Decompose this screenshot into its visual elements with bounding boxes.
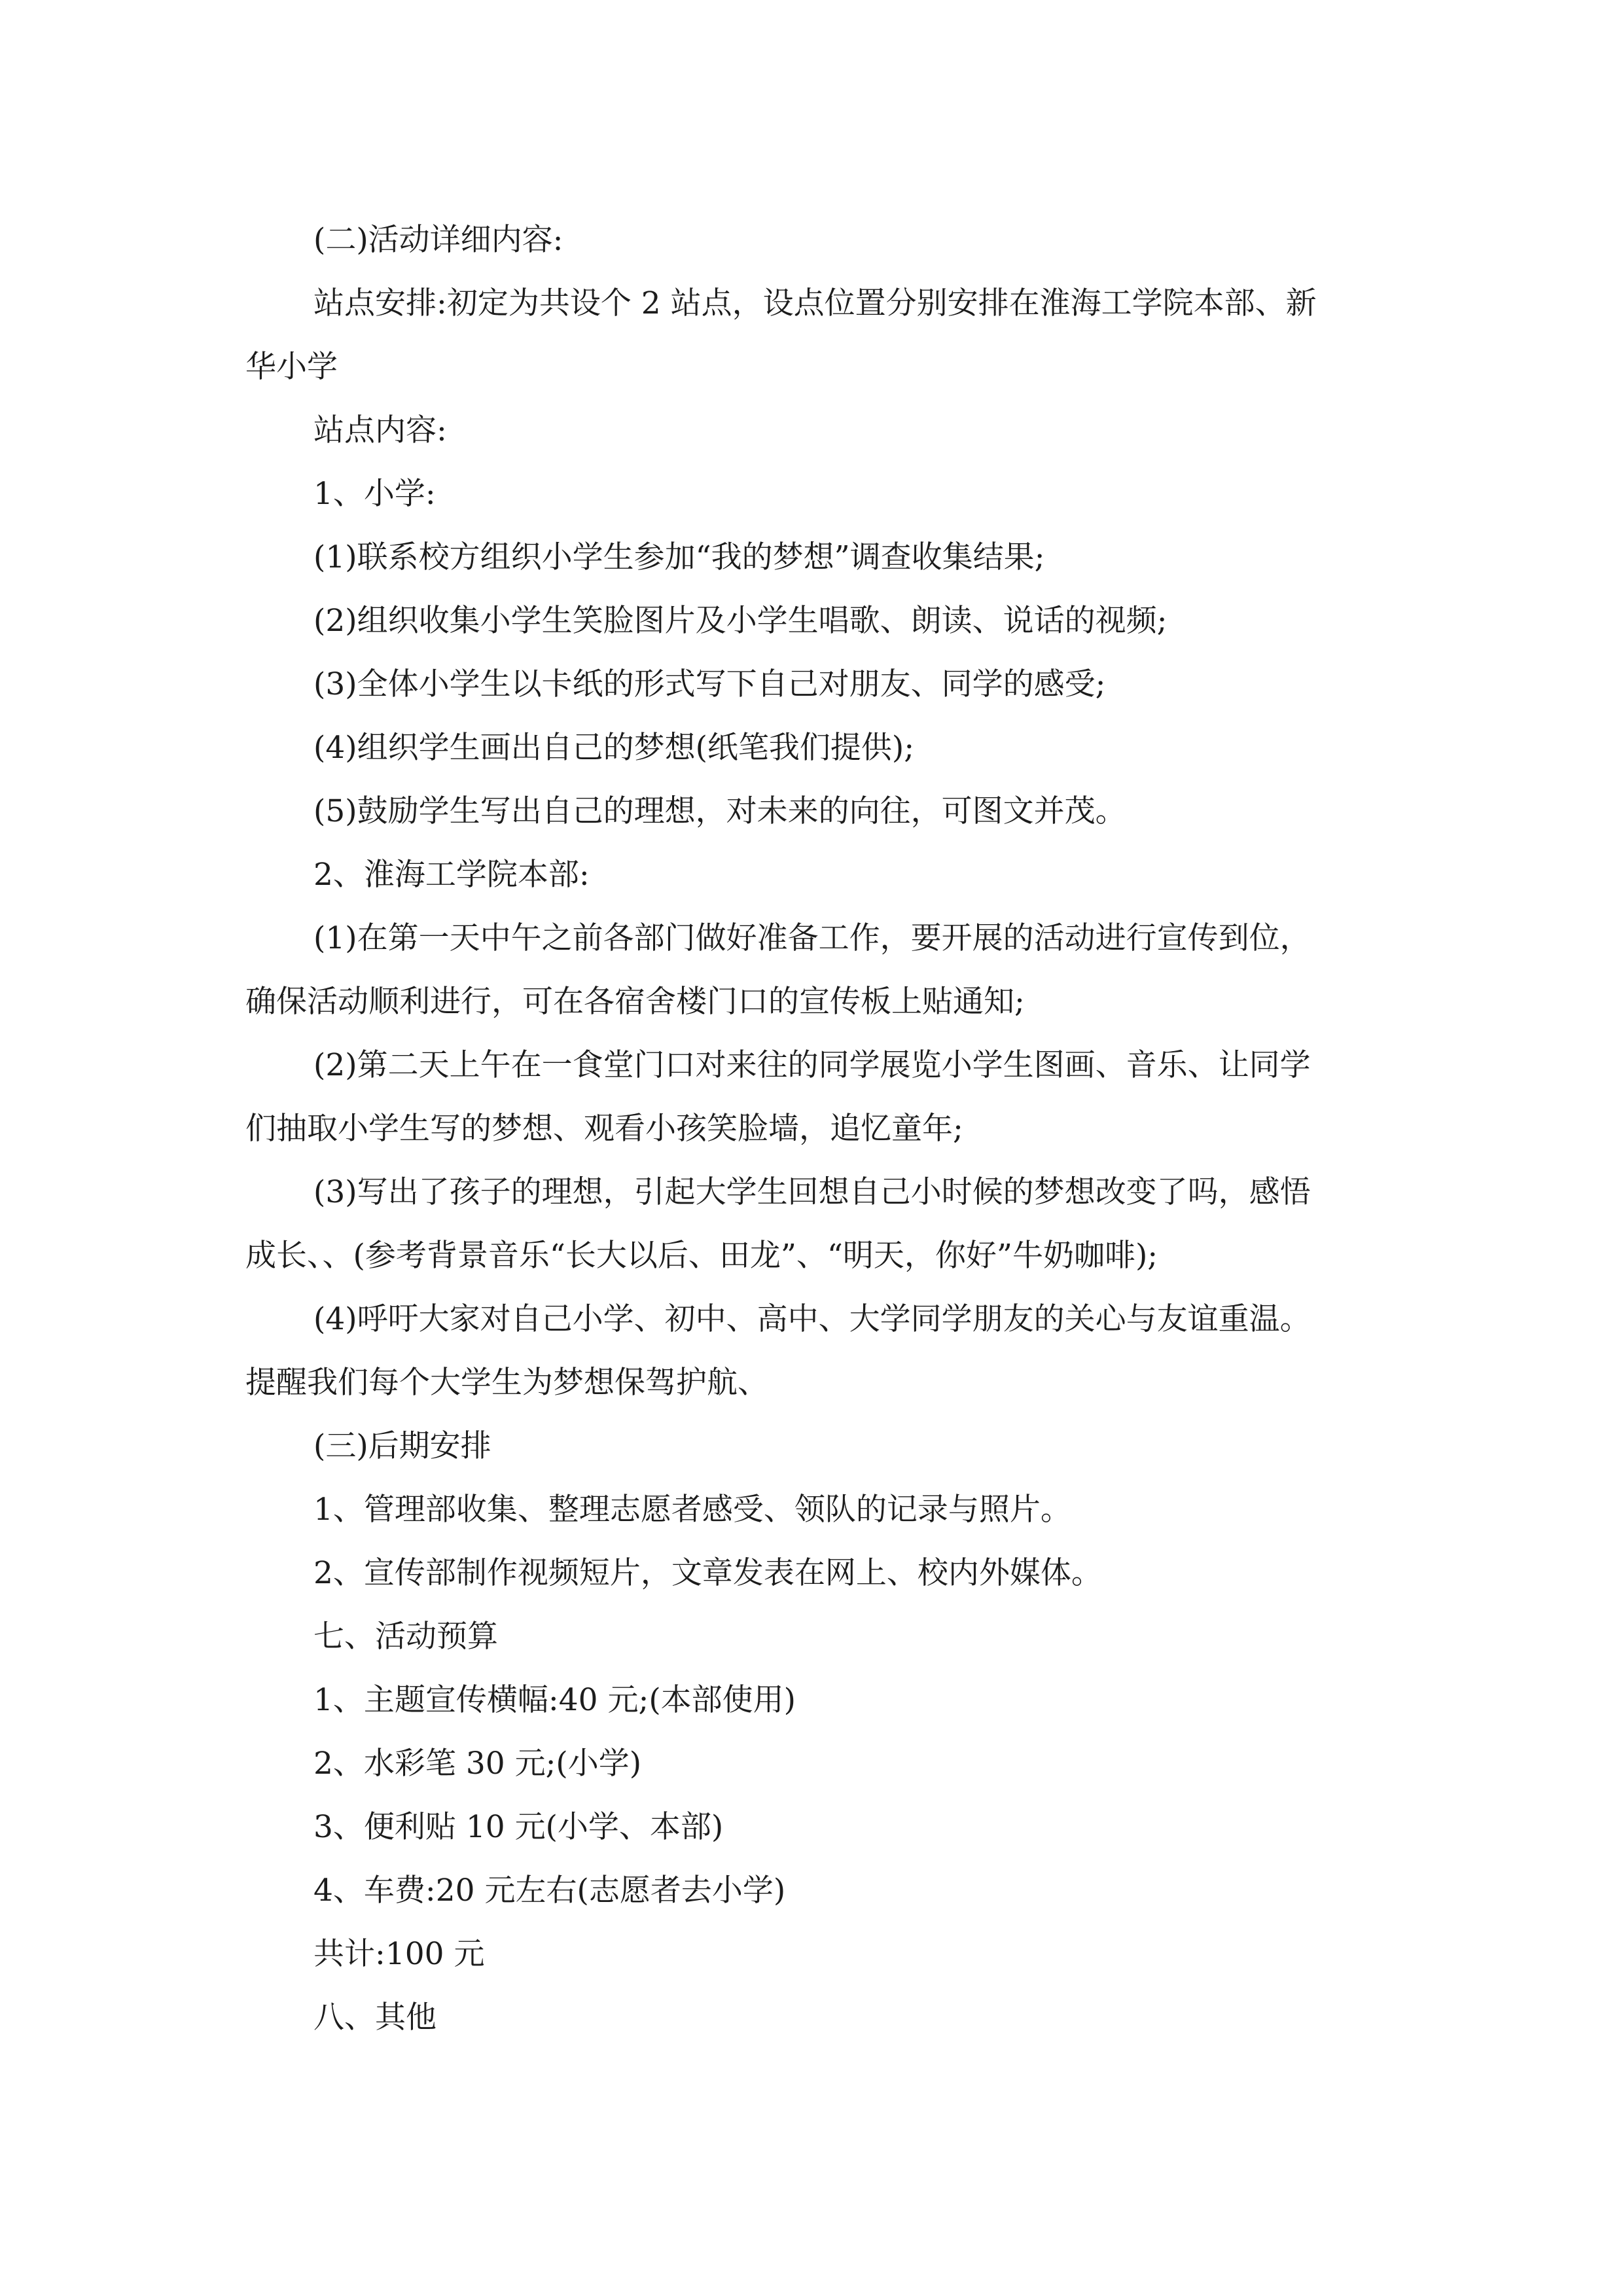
- document-body: [245, 208, 1381, 2049]
- subheading-primary-school: 1、小学:: [313, 476, 436, 512]
- paragraph-site-arrangement: 站点安排:初定为共设个 2 站点，设点位置分别安排在淮海工学院本部、新: [313, 285, 1317, 321]
- list-item-campus-1: (1)在第一天中午之前各部门做好准备工作，要开展的活动进行宣传到位，: [313, 920, 1311, 956]
- list-item-primary-1: (1)联系校方组织小学生参加“我的梦想”调查收集结果;: [313, 539, 1045, 575]
- section-heading-budget: 七、活动预算: [313, 1619, 498, 1655]
- list-item-campus-2-continued: 们抽取小学生写的梦想、观看小孩笑脸墙，追忆童年;: [245, 1111, 963, 1147]
- budget-item-transport: 4、车费:20 元左右(志愿者去小学): [313, 1873, 786, 1909]
- paragraph-site-arrangement-continued: 华小学: [245, 349, 338, 385]
- section-heading-other: 八、其他: [313, 2000, 437, 2036]
- list-item-primary-2: (2)组织收集小学生笑脸图片及小学生唱歌、朗读、说话的视频;: [313, 603, 1168, 639]
- section-heading-follow-up: (三)后期安排: [313, 1428, 491, 1464]
- list-item-campus-2: (2)第二天上午在一食堂门口对来往的同学展览小学生图画、音乐、让同学: [313, 1047, 1311, 1083]
- list-item-follow-up-1: 1、管理部收集、整理志愿者感受、领队的记录与照片。: [313, 1492, 1071, 1528]
- list-item-campus-1-continued: 确保活动顺利进行，可在各宿舍楼门口的宣传板上贴通知;: [245, 984, 1025, 1020]
- list-item-primary-3: (3)全体小学生以卡纸的形式写下自己对朋友、同学的感受;: [313, 666, 1106, 702]
- list-item-campus-3: (3)写出了孩子的理想，引起大学生回想自己小时候的梦想改变了吗，感悟: [313, 1174, 1311, 1210]
- label-site-content: 站点内容:: [313, 412, 447, 448]
- list-item-primary-5: (5)鼓励学生写出自己的理想，对未来的向往，可图文并茂。: [313, 793, 1126, 829]
- budget-item-banner: 1、主题宣传横幅:40 元;(本部使用): [313, 1682, 796, 1718]
- list-item-follow-up-2: 2、宣传部制作视频短片，文章发表在网上、校内外媒体。: [313, 1555, 1102, 1591]
- budget-item-markers: 2、水彩笔 30 元;(小学): [313, 1746, 642, 1782]
- list-item-campus-4: (4)呼吁大家对自己小学、初中、高中、大学同学朋友的关心与友谊重温。: [313, 1301, 1311, 1337]
- list-item-campus-3-continued: 成长、、(参考背景音乐“长大以后、田龙”、“明天，你好”牛奶咖啡);: [245, 1238, 1158, 1274]
- list-item-primary-4: (4)组织学生画出自己的梦想(纸笔我们提供);: [313, 730, 915, 766]
- subheading-campus-main: 2、淮海工学院本部:: [313, 857, 590, 893]
- section-heading-activity-details: (二)活动详细内容:: [313, 222, 563, 258]
- budget-item-sticky-notes: 3、便利贴 10 元(小学、本部): [313, 1809, 724, 1845]
- list-item-campus-4-continued: 提醒我们每个大学生为梦想保驾护航、: [245, 1365, 768, 1401]
- budget-total: 共计:100 元: [313, 1936, 485, 1972]
